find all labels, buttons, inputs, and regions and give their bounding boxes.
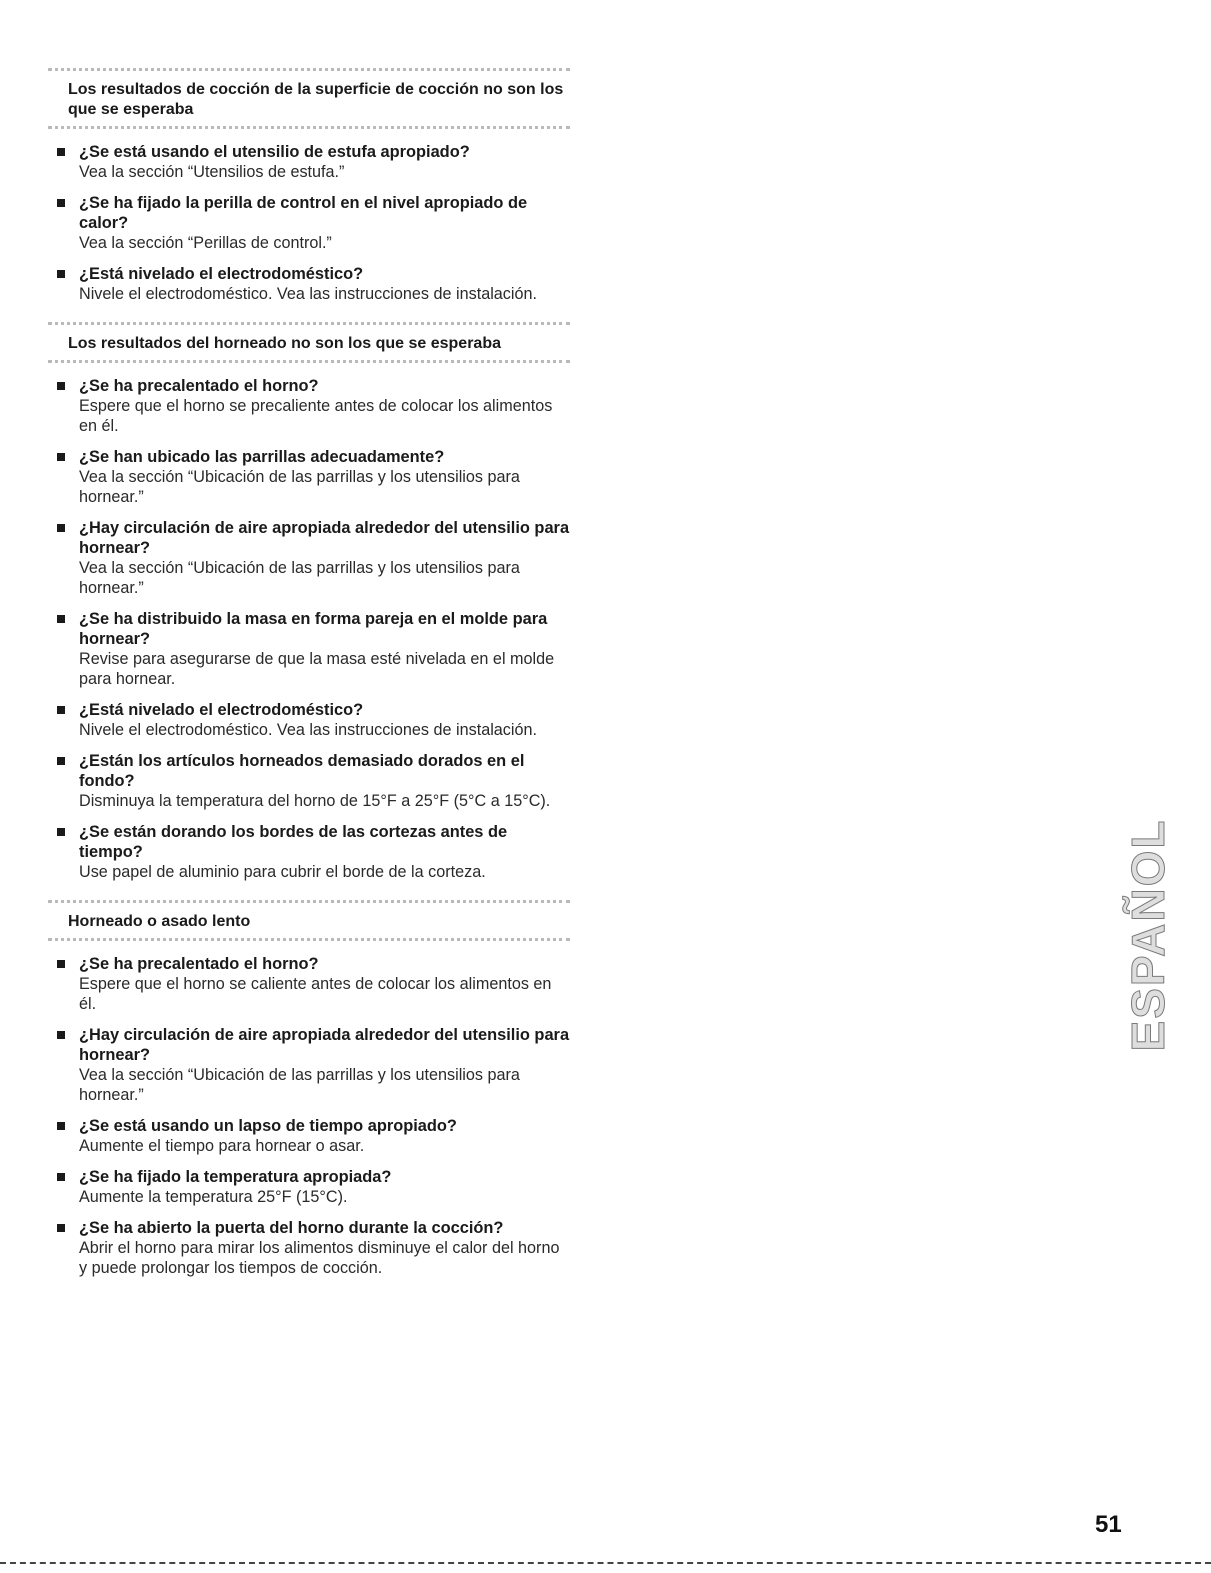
troubleshooting-section bbox=[48, 900, 570, 1278]
question-text: ¿Hay circulación de aire apropiada alrededor del utensilio para hornear? bbox=[79, 1026, 570, 1064]
answer-text: Vea la sección “Ubicación de las parrillas y los utensilios para hornear.” bbox=[79, 559, 520, 597]
section-header: Los resultados del horneado no son los que se esperaba bbox=[48, 322, 570, 363]
question-text: ¿Se ha precalentado el horno? bbox=[79, 377, 319, 395]
answer-text: Vea la sección “Ubicación de las parrillas y los utensilios para hornear.” bbox=[79, 468, 520, 506]
list-item bbox=[48, 954, 570, 1014]
square-bullet-icon bbox=[57, 382, 65, 390]
question-text: ¿Está nivelado el electrodoméstico? bbox=[79, 701, 364, 719]
answer-text: Vea la sección “Utensilios de estufa.” bbox=[79, 163, 345, 181]
troubleshooting-section bbox=[48, 68, 570, 304]
section-header: Los resultados de cocción de la superficie de cocción no son los que se esperaba bbox=[48, 68, 570, 129]
square-bullet-icon bbox=[57, 960, 65, 968]
page-number: 51 bbox=[1095, 1511, 1122, 1538]
answer-text: Use papel de aluminio para cubrir el borde de la corteza. bbox=[79, 863, 486, 881]
square-bullet-icon bbox=[57, 828, 65, 836]
square-bullet-icon bbox=[57, 148, 65, 156]
troubleshooting-section bbox=[48, 322, 570, 882]
square-bullet-icon bbox=[57, 1173, 65, 1181]
square-bullet-icon bbox=[57, 270, 65, 278]
list-item bbox=[48, 609, 570, 689]
question-text: ¿Están los artículos horneados demasiado dorados en el fondo? bbox=[79, 752, 525, 790]
answer-text: Aumente el tiempo para hornear o asar. bbox=[79, 1137, 365, 1155]
square-bullet-icon bbox=[57, 199, 65, 207]
answer-text: Disminuya la temperatura del horno de 15°F a 25°F (5°C a 15°C). bbox=[79, 792, 551, 810]
square-bullet-icon bbox=[57, 524, 65, 532]
square-bullet-icon bbox=[57, 706, 65, 714]
square-bullet-icon bbox=[57, 453, 65, 461]
section-header: Horneado o asado lento bbox=[48, 900, 570, 941]
answer-text: Vea la sección “Perillas de control.” bbox=[79, 234, 332, 252]
language-tab bbox=[1122, 812, 1174, 1057]
list-item bbox=[48, 822, 570, 882]
question-text: ¿Está nivelado el electrodoméstico? bbox=[79, 265, 364, 283]
question-text: ¿Hay circulación de aire apropiada alrededor del utensilio para hornear? bbox=[79, 519, 570, 557]
list-item bbox=[48, 751, 570, 811]
answer-text: Vea la sección “Ubicación de las parrillas y los utensilios para hornear.” bbox=[79, 1066, 520, 1104]
question-text: ¿Se ha precalentado el horno? bbox=[79, 955, 319, 973]
answer-text: Espere que el horno se caliente antes de colocar los alimentos en él. bbox=[79, 975, 552, 1013]
question-text: ¿Se ha distribuido la masa en forma pareja en el molde para hornear? bbox=[79, 610, 548, 648]
list-item bbox=[48, 447, 570, 507]
question-text: ¿Se está usando el utensilio de estufa apropiado? bbox=[79, 143, 470, 161]
question-text: ¿Se ha abierto la puerta del horno durante la cocción? bbox=[79, 1219, 504, 1237]
question-text: ¿Se está usando un lapso de tiempo apropiado? bbox=[79, 1117, 457, 1135]
footer-rule bbox=[0, 1562, 1211, 1564]
square-bullet-icon bbox=[57, 757, 65, 765]
list-item bbox=[48, 193, 570, 253]
list-item bbox=[48, 1025, 570, 1105]
answer-text: Espere que el horno se precaliente antes de colocar los alimentos en él. bbox=[79, 397, 553, 435]
question-text: ¿Se están dorando los bordes de las cortezas antes de tiempo? bbox=[79, 823, 508, 861]
language-tab-label: ESPAÑOL bbox=[1122, 818, 1174, 1051]
list-item bbox=[48, 264, 570, 304]
answer-text: Abrir el horno para mirar los alimentos disminuye el calor del horno y puede prolongar los tiempos de cocción. bbox=[79, 1239, 560, 1277]
list-item bbox=[48, 1167, 570, 1207]
square-bullet-icon bbox=[57, 1122, 65, 1130]
answer-text: Nivele el electrodoméstico. Vea las instrucciones de instalación. bbox=[79, 285, 537, 303]
square-bullet-icon bbox=[57, 1031, 65, 1039]
list-item bbox=[48, 518, 570, 598]
answer-text: Aumente la temperatura 25°F (15°C). bbox=[79, 1188, 348, 1206]
question-text: ¿Se ha fijado la temperatura apropiada? bbox=[79, 1168, 392, 1186]
troubleshooting-content bbox=[48, 68, 570, 1296]
question-list bbox=[48, 142, 570, 304]
question-text: ¿Se han ubicado las parrillas adecuadamente? bbox=[79, 448, 445, 466]
answer-text: Revise para asegurarse de que la masa esté nivelada en el molde para hornear. bbox=[79, 650, 555, 688]
square-bullet-icon bbox=[57, 1224, 65, 1232]
list-item bbox=[48, 700, 570, 740]
question-list bbox=[48, 376, 570, 882]
square-bullet-icon bbox=[57, 615, 65, 623]
answer-text: Nivele el electrodoméstico. Vea las instrucciones de instalación. bbox=[79, 721, 537, 739]
list-item bbox=[48, 1116, 570, 1156]
list-item bbox=[48, 376, 570, 436]
list-item bbox=[48, 142, 570, 182]
question-list bbox=[48, 954, 570, 1278]
question-text: ¿Se ha fijado la perilla de control en el nivel apropiado de calor? bbox=[79, 194, 528, 232]
list-item bbox=[48, 1218, 570, 1278]
